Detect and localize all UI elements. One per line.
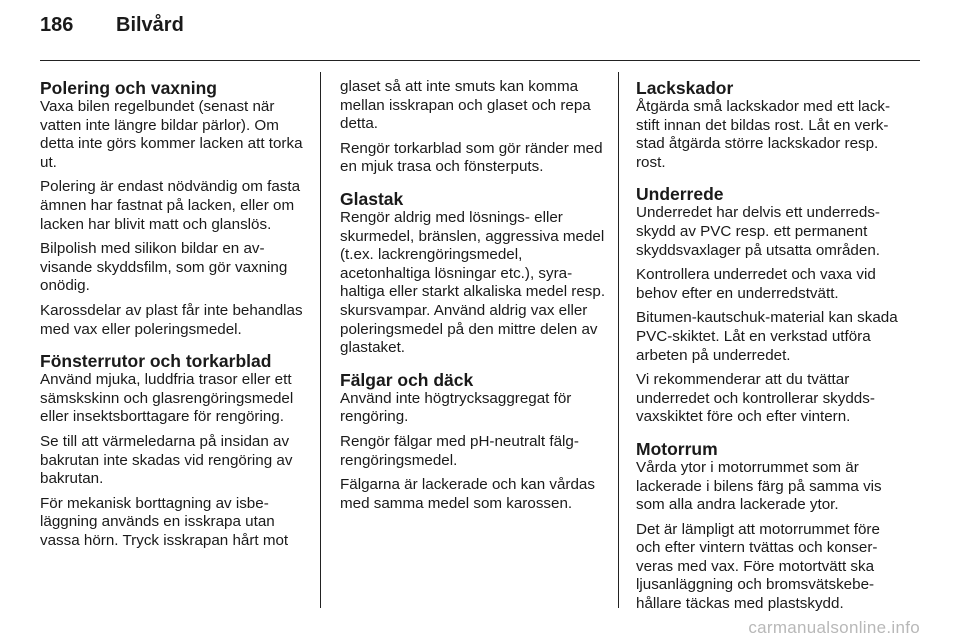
section-heading: Lackskador — [636, 78, 734, 98]
section-heading: Glastak — [340, 188, 404, 209]
paragraph: Kontrollera underredet och vaxa vid behov efter en underredstvätt. — [636, 266, 876, 302]
section-heading: Underrede — [636, 184, 724, 205]
paragraph: Se till att värmeledarna på insidan av bakrutan inte skadas vid rengöring av bakrutan. — [40, 432, 293, 488]
paragraph: Det är lämpligt att motorrummet före och efter vintern tvättas och konserveras med vax. Före motortvätt ska ljusanläggning och bromsvätskebehållare täckas med plastskydd. — [636, 520, 880, 613]
paragraph: För mekanisk borttagning av isbeläggning används en isskrapa utan vassa hörn. Tryck isskrapan hårt mot — [40, 494, 289, 549]
column-divider — [618, 72, 619, 608]
section-falgar — [340, 370, 608, 514]
paragraph: Karossdelar av plast får inte behandlas med vax eller poleringsmedel. — [40, 301, 303, 338]
paragraph: Bilpolish med silikon bildar en avvisande skyddsfilm, som gör vaxning onödig. — [40, 240, 288, 295]
section-heading: Fälgar och däck — [340, 369, 474, 390]
text-column-1 — [40, 78, 308, 562]
paragraph: Vi rekommenderar att du tvättar underredet och kontrollerar skyddsvaxskiktet före och efter vintern. — [636, 371, 875, 426]
text-column-2 — [340, 78, 608, 525]
page-number: 186 — [40, 14, 74, 36]
section-continued — [340, 78, 608, 177]
paragraph: Fälgarna är lackerade och kan vårdas med samma medel som karossen. — [340, 476, 595, 512]
text-column-3 — [636, 78, 904, 626]
paragraph: Underredet har delvis ett underredsskydd av PVC resp. ett permanent skyddsvaxlager på utsatta områden. — [636, 204, 880, 259]
chapter-title: Bilvård — [116, 14, 184, 36]
paragraph: Bitumen-kautschuk-material kan skada PVC-skiktet. Låt en verkstad utföra arbeten på underredet. — [636, 309, 898, 364]
section-glastak — [340, 189, 608, 358]
section-underrede — [636, 184, 904, 427]
watermark-text: carmanualsonline.info — [748, 618, 920, 637]
section-heading: Fönsterrutor och torkarblad — [40, 351, 272, 372]
paragraph: Vårda ytor i motorrummet som är lackerade i bilens färg på samma vis som alla andra lackerade ytor. — [636, 458, 882, 514]
section-polering — [40, 78, 308, 339]
paragraph: glaset så att inte smuts kan komma mellan isskrapan och glaset och repa detta. — [340, 78, 591, 133]
section-motorrum — [636, 439, 904, 614]
paragraph: Använd inte högtrycksaggregat för rengöring. — [340, 389, 572, 426]
paragraph: Polering är endast nödvändig om fasta ämnen har fastnat på lacken, eller om lacken har blivit matt och glanslös. — [40, 178, 301, 233]
paragraph: Rengör fälgar med pH-neutralt fälgrengöringsmedel. — [340, 432, 579, 469]
section-fonsterrutor — [40, 351, 308, 550]
paragraph: Rengör aldrig med lösnings- eller skurmedel, bränslen, aggressiva medel (t.ex. lackrengöringsmedel, acetonhaltiga lösningar etc.), syrahaltiga eller starkt alkaliska medel resp. skursvampar. Använd aldrig vax eller poleringsmedel på den mittre delen av glastaket. — [340, 208, 606, 357]
paragraph: Använd mjuka, luddfria trasor eller ett sämskskinn och glasrengöringsmedel eller insektsborttagare för rengöring. — [40, 371, 294, 426]
page-header — [40, 14, 184, 50]
section-heading: Motorrum — [636, 438, 718, 459]
paragraph: Vaxa bilen regelbundet (senast när vatten inte längre bildar pärlor). Om detta inte görs kommer lacken att torka ut. — [40, 98, 303, 171]
paragraph: Åtgärda små lackskador med ett lackstift innan det bildas rost. Låt en verkstad åtgärda större lackskador resp. rost. — [636, 98, 891, 171]
header-rule — [40, 60, 920, 61]
paragraph: Rengör torkarblad som gör ränder med en mjuk trasa och fönsterputs. — [340, 139, 603, 176]
section-heading: Polering och vaxning — [40, 78, 217, 98]
column-divider — [320, 72, 321, 608]
section-lackskador — [636, 78, 904, 172]
